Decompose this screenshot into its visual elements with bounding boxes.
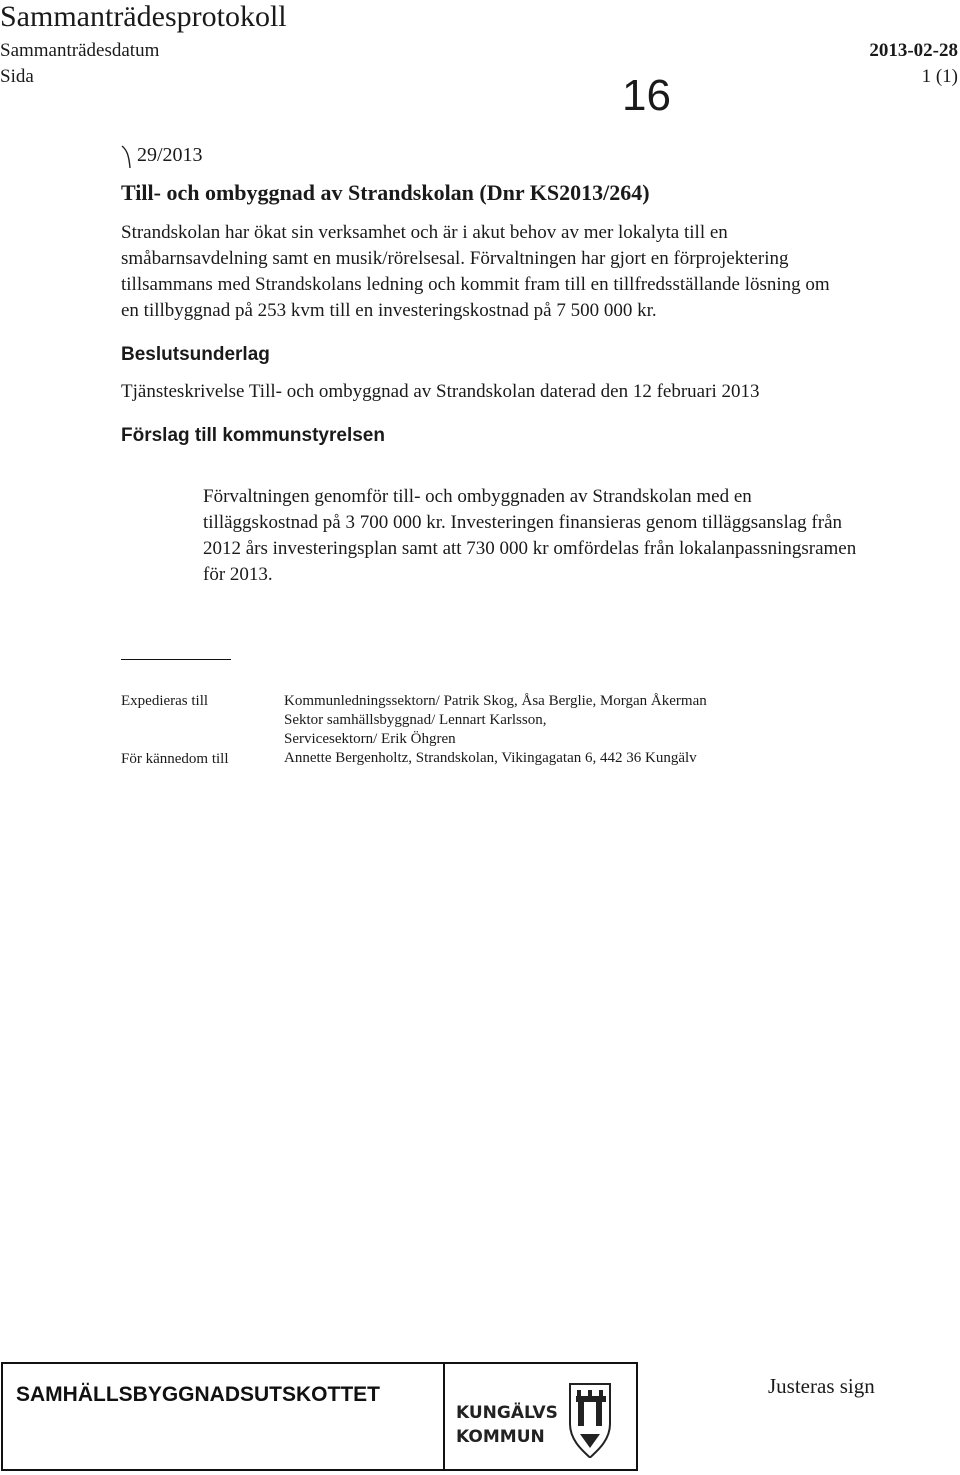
section-mark-icon bbox=[120, 144, 132, 170]
basis-heading: Beslutsunderlag bbox=[121, 344, 270, 365]
page-count: 1 (1) bbox=[921, 66, 958, 87]
case-title: Till- och ombyggnad av Strandskolan (Dnr KS2013/264) bbox=[121, 180, 650, 205]
for-info-label: För kännedom till bbox=[121, 751, 229, 767]
basis-text: Tjänsteskrivelse Till- och ombyggnad av Strandskolan daterad den 12 februari 2013 bbox=[121, 381, 760, 402]
meeting-date: 2013-02-28 bbox=[869, 40, 958, 61]
intro-line: småbarnsavdelning samt en musik/rörelsesal. Förvaltningen har gjort en förprojektering bbox=[121, 248, 789, 269]
sent-to-label: Expedieras till bbox=[121, 693, 209, 709]
proposal-line: tilläggskostnad på 3 700 000 kr. Investeringen finansieras genom tilläggsanslag från bbox=[203, 512, 842, 533]
sent-to-item: Kommunledningssektorn/ Patrik Skog, Åsa Berglie, Morgan Åkerman bbox=[284, 693, 707, 709]
separator-line bbox=[121, 659, 231, 660]
logo-line-1: KUNGÄLVS bbox=[456, 1403, 558, 1423]
sent-to-item: Sektor samhällsbyggnad/ Lennart Karlsson, bbox=[284, 712, 547, 728]
intro-line: Strandskolan har ökat sin verksamhet och är i akut behov av mer lokalyta till en bbox=[121, 222, 728, 243]
document-title: Sammanträdesprotokoll bbox=[0, 0, 287, 33]
proposal-text bbox=[203, 484, 960, 588]
distribution-list bbox=[284, 692, 944, 768]
intro-line: en tillbyggnad på 253 kvm till en investeringskostnad på 7 500 000 kr. bbox=[121, 300, 657, 321]
footer-divider bbox=[443, 1362, 445, 1471]
intro-line: tillsammans med Strandskolans ledning och kommit fram till en tillfredsställande lösning om bbox=[121, 274, 830, 295]
logo-line-2: KOMMUN bbox=[456, 1427, 545, 1447]
committee-name: SAMHÄLLSBYGGNADSUTSKOTTET bbox=[16, 1383, 380, 1406]
proposal-line: för 2013. bbox=[203, 564, 273, 585]
signature-label: Justeras sign bbox=[768, 1374, 875, 1398]
page-number: 16 bbox=[622, 71, 671, 120]
for-info-item: Annette Bergenholtz, Strandskolan, Vikingagatan 6, 442 36 Kungälv bbox=[284, 750, 697, 766]
sent-to-item: Servicesektorn/ Erik Öhgren bbox=[284, 731, 456, 747]
kungalv-logo-icon bbox=[452, 1372, 618, 1464]
meeting-date-label: Sammanträdesdatum bbox=[0, 40, 160, 61]
proposal-line: Förvaltningen genomför till- och ombyggnaden av Strandskolan med en bbox=[203, 486, 752, 507]
page-label: Sida bbox=[0, 66, 34, 87]
proposal-line: 2012 års investeringsplan samt att 730 000 kr omfördelas från lokalanpassningsramen bbox=[203, 538, 857, 559]
case-number: 29/2013 bbox=[137, 144, 203, 166]
proposal-heading: Förslag till kommunstyrelsen bbox=[121, 425, 385, 446]
case-intro bbox=[121, 220, 951, 324]
